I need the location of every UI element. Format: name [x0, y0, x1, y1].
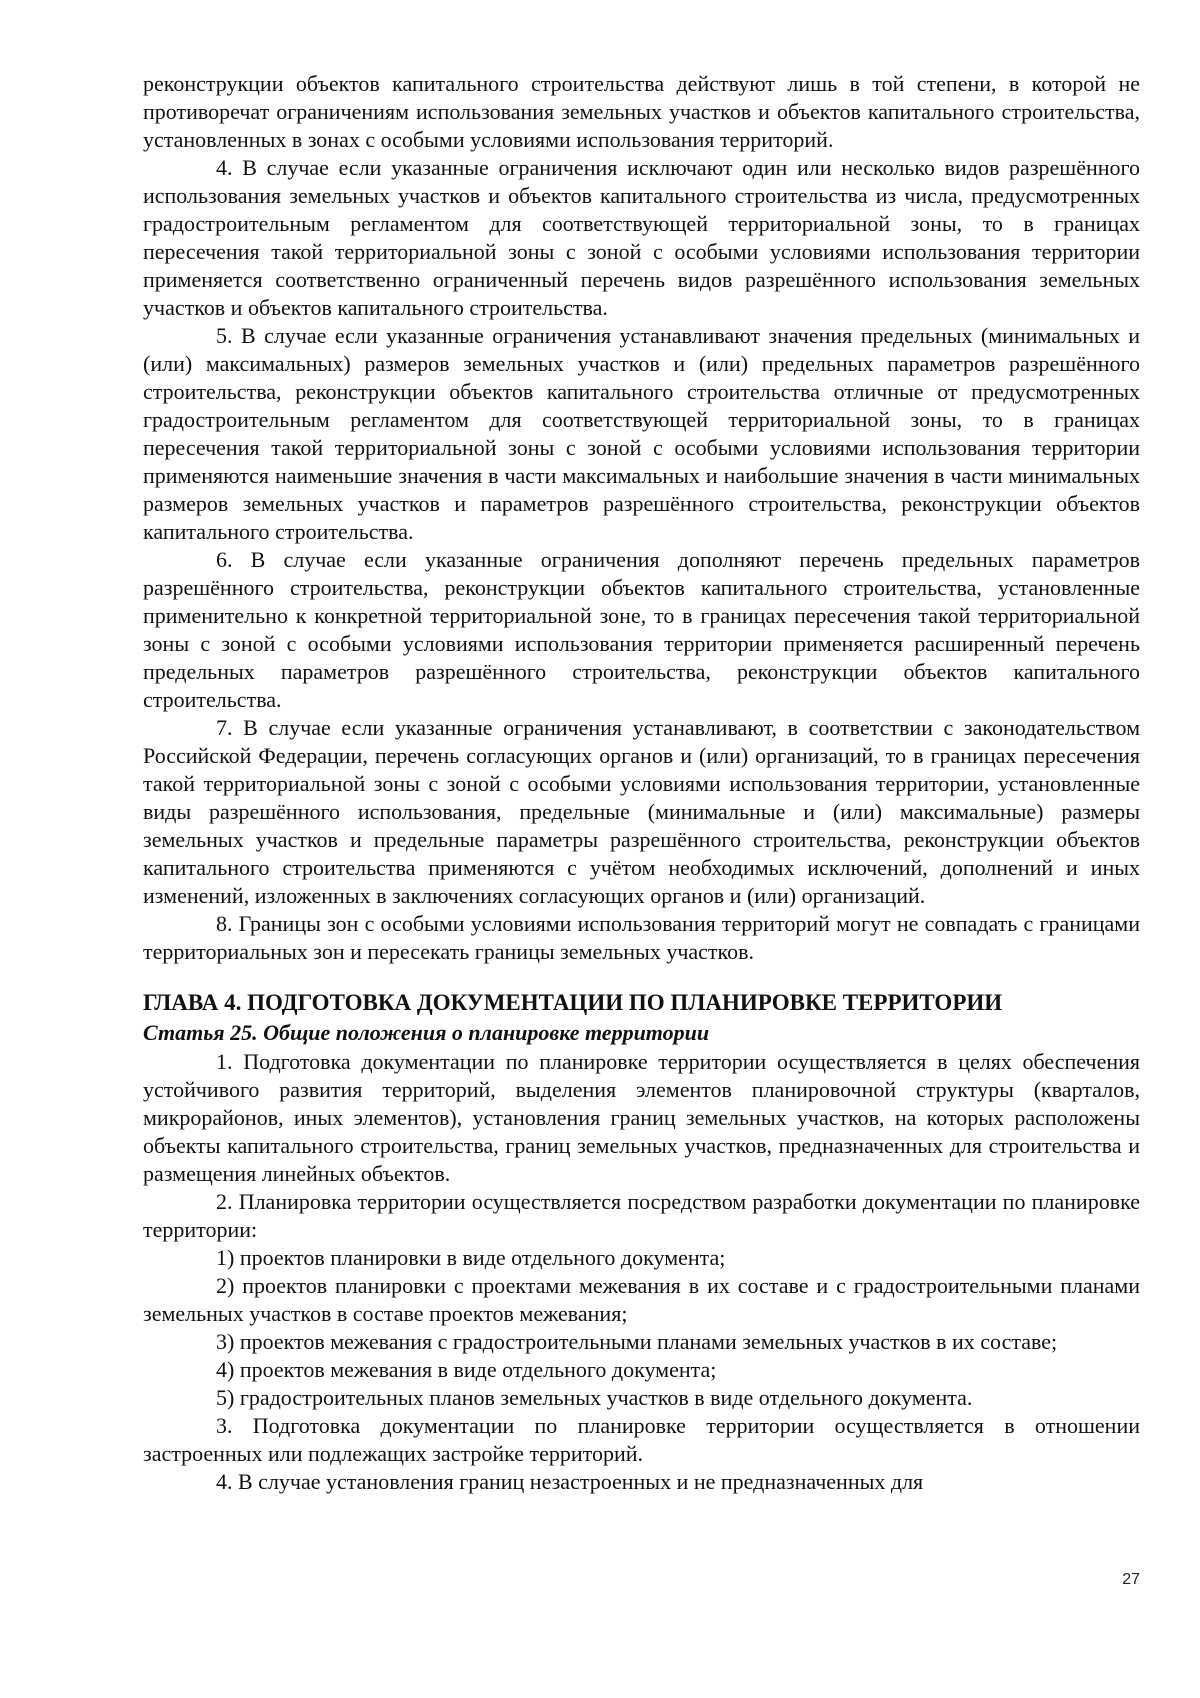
paragraph: 6. В случае если указанные ограничения дополняют перечень предельных параметров разрешённого строительства, реконструкции объектов капитального строительства, установленные применительно к конкретной территориальной зоне, то в границах пересечения такой территориальной зоны с зоной с особыми условиями использования территории применяется расширенный перечень предельных параметров разрешённого строительства, реконструкции объектов капитального строительства.: [143, 547, 1140, 712]
paragraph: 1. Подготовка документации по планировке территории осуществляется в целях обеспечения устойчивого развития территорий, выделения элементов планировочной структуры (кварталов, микрорайонов, иных элементов), установления границ земельных участков, на которых расположены объекты капитального строительства, границ земельных участков, предназначенных для строительства и размещения линейных объектов.: [143, 1049, 1140, 1186]
paragraph: 2. Планировка территории осуществляется посредством разработки документации по планировке территории:: [143, 1189, 1140, 1242]
paragraph: 5. В случае если указанные ограничения устанавливают значения предельных (минимальных и (или) максимальных) размеров земельных участков и (или) предельных параметров разрешённого строительства, реконструкции объектов капитального строительства отличные от предусмотренных градостроительным регламентом для соответствующей территориальной зоны, то в границах пересечения такой территориальной зоны с зоной с особыми условиями использования территории применяются наименьшие значения в части максимальных и наибольшие значения в части минимальных размеров земельных участков и параметров разрешённого строительства, реконструкции объектов капитального строительства.: [143, 323, 1140, 544]
chapter-title: ГЛАВА 4. ПОДГОТОВКА ДОКУМЕНТАЦИИ ПО ПЛАНИРОВКЕ ТЕРРИТОРИИ: [143, 990, 1003, 1015]
paragraph: 4. В случае если указанные ограничения исключают один или несколько видов разрешённого использования земельных участков и объектов капитального строительства из числа, предусмотренных градостроительным регламентом для соответствующей территориальной зоны, то в границах пересечения такой территориальной зоны с зоной с особыми условиями использования территории применяется соответственно ограниченный перечень видов разрешённого использования земельных участков и объектов капитального строительства.: [143, 155, 1140, 320]
paragraph: 4. В случае установления границ незастроенных и не предназначенных для: [216, 1469, 924, 1494]
top-paragraphs: [143, 70, 1140, 966]
paragraph: 4) проектов межевания в виде отдельного документа;: [216, 1357, 717, 1382]
paragraph: 8. Границы зон с особыми условиями использования территорий могут не совпадать с границами территориальных зон и пересекать границы земельных участков.: [143, 911, 1140, 964]
paragraph: 5) градостроительных планов земельных участков в виде отдельного документа.: [216, 1385, 973, 1410]
page-number: 27: [1122, 1571, 1140, 1588]
paragraph: 3. Подготовка документации по планировке территории осуществляется в отношении застроенных или подлежащих застройке территорий.: [143, 1413, 1140, 1466]
paragraph: реконструкции объектов капитального строительства действуют лишь в той степени, в которой не противоречат ограничениям использования земельных участков и объектов капитального строительства, установленных в зонах с особыми условиями использования территорий.: [143, 71, 1140, 152]
article-title: Статья 25. Общие положения о планировке территории: [143, 1020, 710, 1045]
bottom-paragraphs: [143, 1048, 1140, 1496]
paragraph: 2) проектов планировки с проектами межевания в их составе и с градостроительными планами земельных участков в составе проектов межевания;: [143, 1273, 1140, 1326]
paragraph: 7. В случае если указанные ограничения устанавливают, в соответствии с законодательством Российской Федерации, перечень согласующих органов и (или) организаций, то в границах пересечения такой территориальной зоны с зоной с особыми условиями использования территории, установленные виды разрешённого использования, предельные (минимальные и (или) максимальные) размеры земельных участков и предельные параметры разрешённого строительства, реконструкции объектов капитального строительства применяются с учётом необходимых исключений, дополнений и иных изменений, изложенных в заключениях согласующих органов и (или) организаций.: [143, 715, 1140, 908]
page-content: [143, 70, 1140, 1496]
paragraph: 1) проектов планировки в виде отдельного документа;: [216, 1245, 726, 1270]
paragraph: 3) проектов межевания с градостроительными планами земельных участков в их составе;: [216, 1329, 1058, 1354]
